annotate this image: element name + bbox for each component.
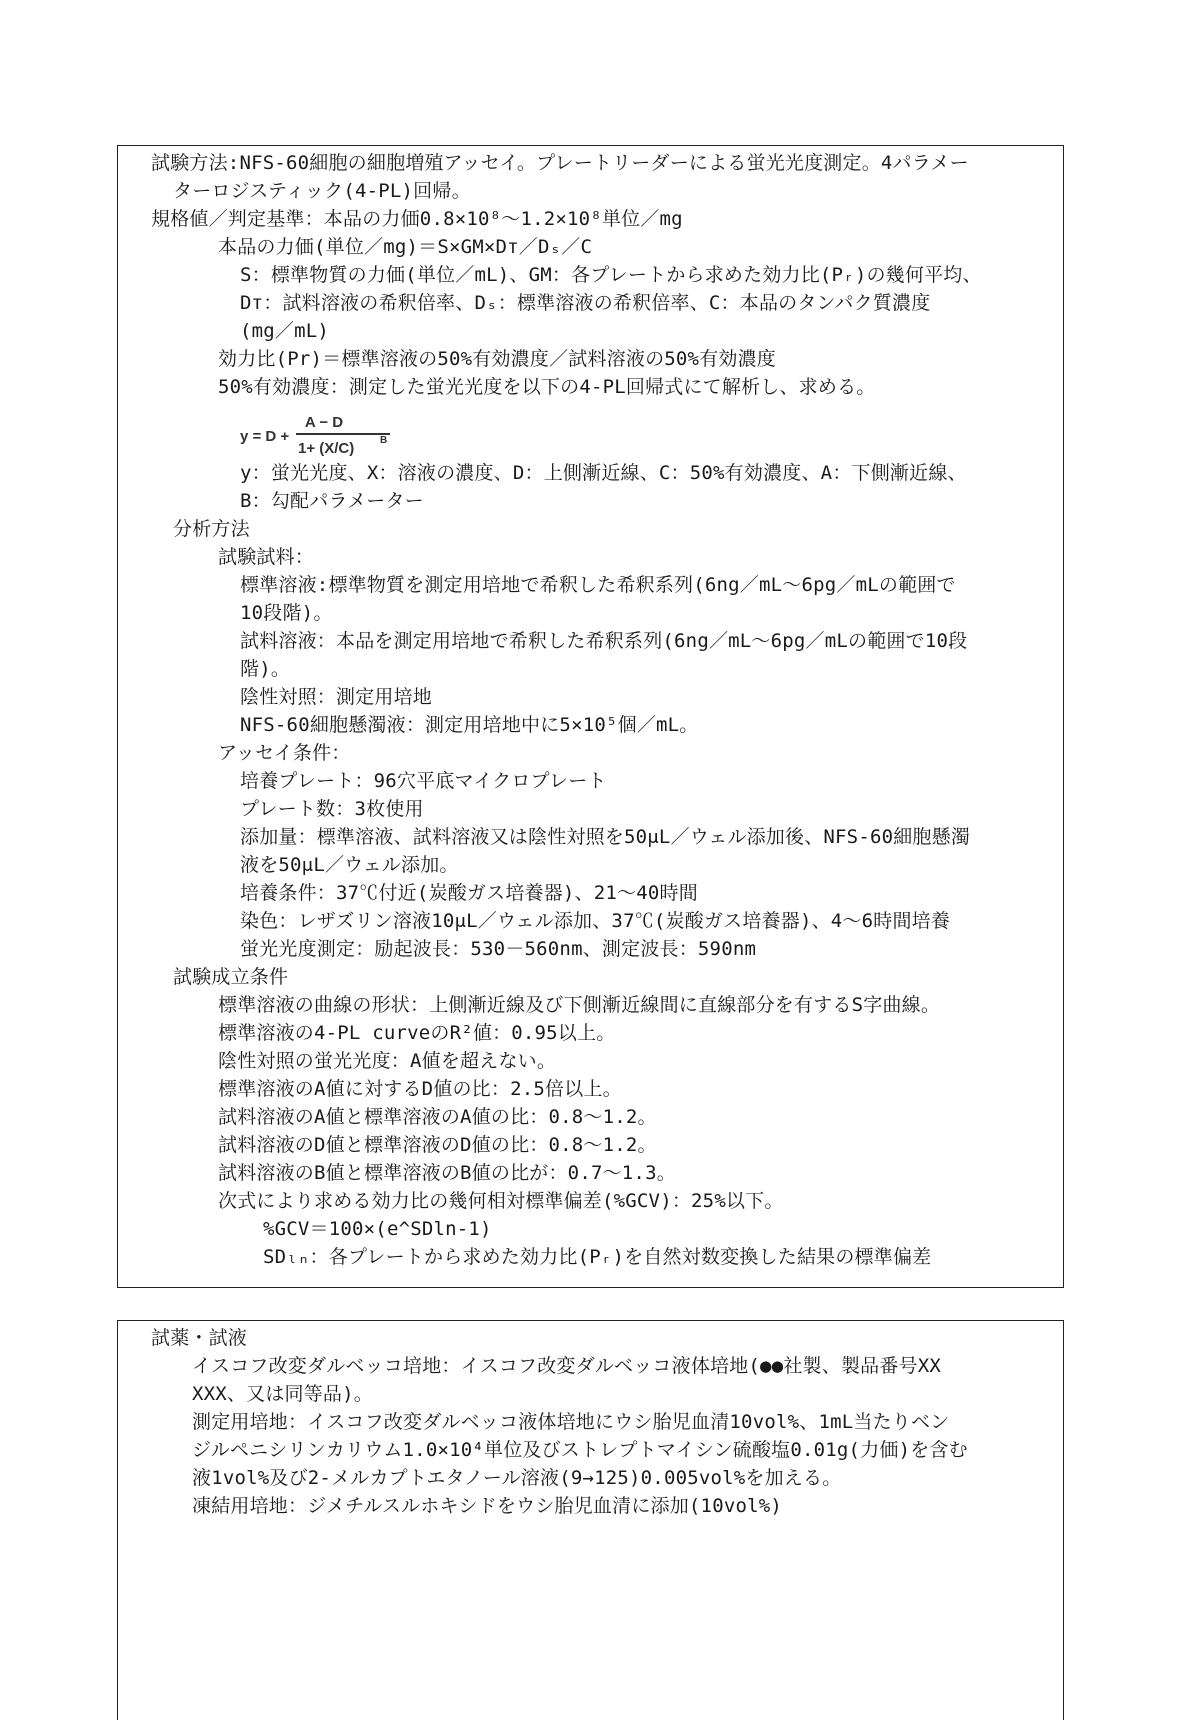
text-line: %GCV＝100×(e^SDln-1): [263, 1218, 492, 1240]
text-line: 培養条件：37℃付近(炭酸ガス培養器)、21～40時間: [240, 882, 698, 904]
subsection-heading: 分析方法: [173, 518, 250, 540]
text-line: イスコフ改変ダルベッコ培地：イスコフ改変ダルベッコ液体培地(●●社製、製品番号XX: [192, 1355, 942, 1377]
subsection-heading: 試薬・試液: [151, 1327, 248, 1349]
text-line: B：勾配パラメーター: [240, 490, 424, 512]
formula-lhs: y = D +: [240, 428, 290, 445]
text-line: 凍結用培地：ジメチルスルホキシドをウシ胎児血清に添加(10vol%): [192, 1495, 783, 1517]
text-line: 試料溶液：本品を測定用培地で希釈した希釈系列(6ng／mL～6pg／mLの範囲で10段: [240, 630, 968, 652]
text-line: アッセイ条件：: [218, 742, 351, 764]
text-line: 標準溶液の曲線の形状：上側漸近線及び下側漸近線間に直線部分を有するS字曲線。: [218, 994, 941, 1016]
text-line: 本品の力価(単位／mg)＝S×GM×Dᴛ／Dₛ／C: [218, 236, 593, 258]
text-line: NFS-60細胞懸濁液：測定用培地中に5×10⁵個／mL。: [240, 714, 699, 736]
text-line: 試験試料：: [218, 546, 315, 568]
text-line: プレート数：3枚使用: [240, 798, 424, 820]
section-box-test-method: [117, 145, 1064, 1288]
text-line: 染色：レザズリン溶液10μL／ウェル添加、37℃(炭酸ガス培養器)、4～6時間培養: [240, 910, 951, 932]
text-line: 培養プレート：96穴平底マイクロプレート: [240, 770, 607, 792]
text-line: y：蛍光光度、X：溶液の濃度、D：上側漸近線、C：50%有効濃度、A：下側漸近線、: [240, 462, 967, 484]
formula-exponent: B: [380, 435, 388, 446]
text-line: 陰性対照の蛍光光度：A値を超えない。: [218, 1050, 557, 1072]
four-pl-formula: [240, 409, 408, 457]
text-line: (mg／mL): [240, 320, 330, 342]
text-line: 10段階)。: [240, 602, 333, 624]
text-line: 蛍光光度測定：励起波長：530－560nm、測定波長：590nm: [240, 938, 757, 960]
text-line: 試料溶液のB値と標準溶液のB値の比が：0.7～1.3。: [218, 1162, 676, 1184]
text-line: 測定用培地：イスコフ改変ダルベッコ液体培地にウシ胎児血清10vol%、1mL当たりベン: [192, 1411, 950, 1433]
text-line: S：標準物質の力価(単位／mL)、GM：各プレートから求めた効力比(Pᵣ)の幾何平均、: [240, 264, 982, 286]
subsection-heading: 試験成立条件: [173, 966, 289, 988]
text-line: 効力比(Pr)＝標準溶液の50%有効濃度／試料溶液の50%有効濃度: [218, 348, 776, 370]
text-line: 標準溶液:標準物質を測定用培地で希釈した希釈系列(6ng／mL～6pg／mLの範囲で: [240, 574, 956, 596]
text-line: 試料溶液のA値と標準溶液のA値の比：0.8～1.2。: [218, 1106, 657, 1128]
text-line: 次式により求める効力比の幾何相対標準偏差(%GCV)：25%以下。: [218, 1190, 784, 1212]
text-line: 試験方法:NFS-60細胞の細胞増殖アッセイ。プレートリーダーによる蛍光光度測定。4パラメー: [151, 152, 969, 174]
text-line: ターロジスティック(4-PL)回帰。: [173, 180, 471, 202]
formula-denominator: 1+ (X/C): [298, 440, 355, 457]
formula-numerator: A − D: [304, 414, 344, 431]
text-line: 標準溶液のA値に対するD値の比：2.5倍以上。: [218, 1078, 622, 1100]
text-line: ジルペニシリンカリウム1.0×10⁴単位及びストレプトマイシン硫酸塩0.01g(力価)を含む: [192, 1439, 968, 1461]
text-line: 液1vol%及び2-メルカプトエタノール溶液(9→125)0.005vol%を加える。: [192, 1467, 842, 1489]
text-line: 陰性対照：測定用培地: [240, 686, 433, 708]
text-line: 試料溶液のD値と標準溶液のD値の比：0.8～1.2。: [218, 1134, 657, 1156]
text-line: SDₗₙ：各プレートから求めた効力比(Pᵣ)を自然対数変換した結果の標準偏差: [263, 1246, 932, 1268]
text-line: 液を50μL／ウェル添加。: [240, 854, 459, 876]
text-line: XXX、又は同等品)。: [192, 1383, 373, 1405]
text-line: Dᴛ：試料溶液の希釈倍率、Dₛ：標準溶液の希釈倍率、C：本品のタンパク質濃度: [240, 292, 931, 314]
text-line: 階)。: [240, 658, 291, 680]
text-line: 添加量：標準溶液、試料溶液又は陰性対照を50μL／ウェル添加後、NFS-60細胞懸濁: [240, 826, 971, 848]
text-line: 規格値／判定基準：本品の力価0.8×10⁸～1.2×10⁸単位／mg: [151, 208, 683, 230]
text-line: 50%有効濃度：測定した蛍光光度を以下の4-PL回帰式にて解析し、求める。: [218, 376, 876, 398]
text-line: 標準溶液の4-PL curveのR²値：0.95以上。: [218, 1022, 616, 1044]
section-box-reagents: [117, 1320, 1064, 1720]
